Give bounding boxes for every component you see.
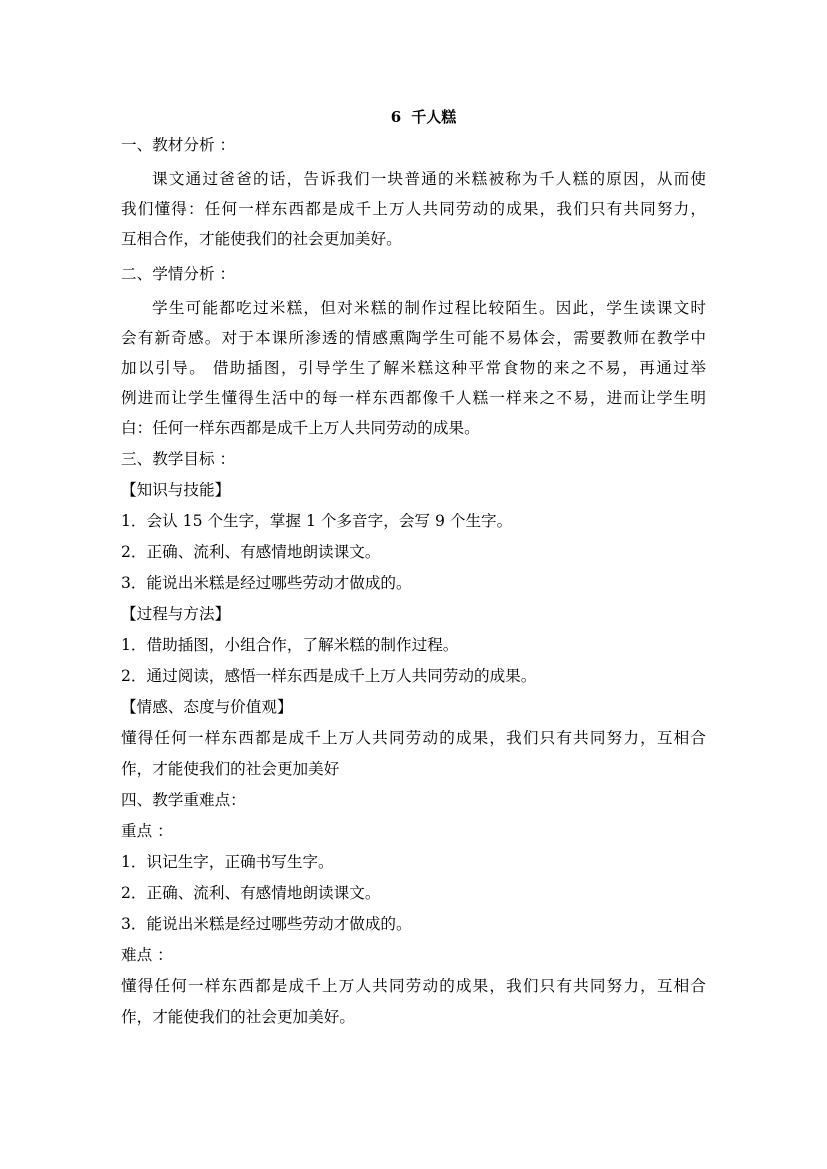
lesson-title: 千人糕 bbox=[411, 108, 457, 126]
paragraph-line: 白：任何一样东西都是成千上万人共同劳动的成果。 bbox=[121, 419, 480, 437]
list-item: 1．借助插图，小组合作，了解米糕的制作过程。 bbox=[121, 636, 459, 654]
textbook-analysis-paragraph bbox=[121, 166, 706, 252]
paragraph-line: 懂得任何一样东西都是成千上万人共同劳动的成果，我们只有共同努力，互相合 bbox=[121, 977, 706, 995]
list-item: 1．识记生字，正确书写生字。 bbox=[121, 853, 334, 871]
subheading-key-points: 重点 ： bbox=[121, 822, 173, 840]
section-heading-textbook-analysis: 一、教材分析 ： bbox=[121, 136, 236, 154]
paragraph-line: 课文通过爸爸的话，告诉我们一块普通的米糕被称为千人糕的原因，从而使 bbox=[152, 170, 706, 188]
page-title bbox=[121, 104, 706, 130]
paragraph-line: 例进而让学生懂得生活中的每一样东西都像千人糕一样来之不易，进而让学生明 bbox=[121, 389, 706, 407]
paragraph-line: 我们懂得：任何一样东西都是成千上万人共同劳动的成果，我们只有共同努力， bbox=[121, 200, 706, 218]
paragraph-line: 会有新奇感。对于本课所渗透的情感熏陶学生可能不易体会，需要教师在教学中 bbox=[121, 329, 706, 347]
paragraph-line: 加以引导。 借助插图，引导学生了解米糕这种平常食物的来之不易，再通过举 bbox=[121, 359, 706, 377]
list-item: 2．正确、流利、有感情地朗读课文。 bbox=[121, 884, 381, 902]
paragraph-line: 作，才能使我们的社会更加美好 bbox=[121, 760, 340, 778]
list-item: 3．能说出米糕是经过哪些劳动才做成的。 bbox=[121, 915, 412, 933]
list-item: 1．会认 15 个生字，掌握 1 个多音字，会写 9 个生字。 bbox=[121, 512, 513, 530]
paragraph-line: 学生可能都吃过米糕，但对米糕的制作过程比较陌生。因此，学生读课文时 bbox=[152, 299, 706, 317]
student-analysis-paragraph bbox=[121, 295, 706, 441]
section-heading-student-analysis: 二、学情分析 ： bbox=[121, 265, 236, 283]
subheading-knowledge-skills: 【知识与技能】 bbox=[121, 481, 231, 499]
section-heading-teaching-goals: 三、教学目标 ： bbox=[121, 450, 236, 468]
list-item: 2．通过阅读，感悟一样东西是成千上万人共同劳动的成果。 bbox=[121, 667, 537, 685]
lesson-number: 6 bbox=[390, 108, 402, 126]
document-content bbox=[121, 104, 706, 1030]
list-item: 2．正确、流利、有感情地朗读课文。 bbox=[121, 543, 381, 561]
list-item: 3．能说出米糕是经过哪些劳动才做成的。 bbox=[121, 574, 412, 592]
paragraph-line: 作，才能使我们的社会更加美好。 bbox=[121, 1008, 355, 1026]
section-heading-key-difficult-points: 四、教学重难点： bbox=[121, 791, 246, 809]
subheading-difficult-points: 难点 ： bbox=[121, 946, 173, 964]
paragraph-line: 懂得任何一样东西都是成千上万人共同劳动的成果，我们只有共同努力，互相合 bbox=[121, 729, 706, 747]
subheading-process-methods: 【过程与方法】 bbox=[121, 605, 231, 623]
subheading-emotion-attitude-values: 【情感、态度与价值观】 bbox=[121, 698, 293, 716]
paragraph-line: 互相合作，才能使我们的社会更加美好。 bbox=[121, 230, 402, 248]
